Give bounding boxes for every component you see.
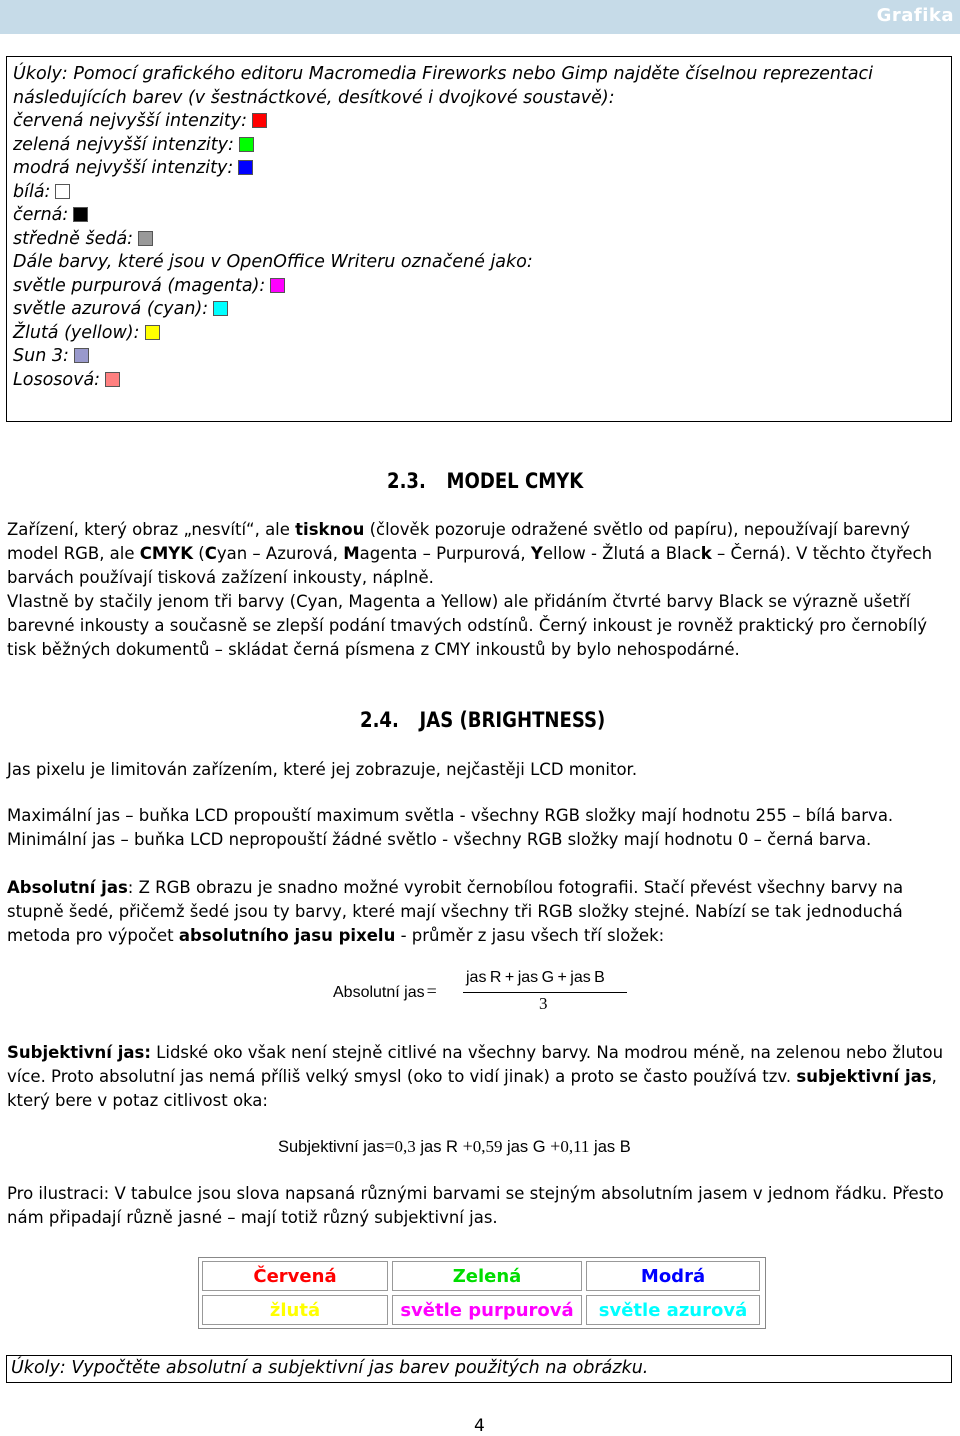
table-cell: Zelená (392, 1261, 582, 1291)
color-item (13, 110, 267, 134)
color-label: zelená nejvyšší intenzity: (13, 134, 234, 155)
task-intro-line: následujících barev (v šestnáctkové, desítkové i dvojkové soustavě): (13, 87, 615, 108)
formula-absolute (333, 981, 437, 1002)
text-run: , který bere v potaz citlivost oka: (7, 1067, 937, 1110)
final-task-box (6, 1355, 952, 1383)
formula-term: jas B (589, 1138, 631, 1156)
final-task-text: Úkoly: Vypočtěte absolutní a subjektivní jas barev použitých na obrázku. (11, 1358, 649, 1378)
color-label: červená nejvyšší intenzity: (13, 111, 248, 131)
jas-paragraph-5 (7, 1182, 955, 1230)
black-swatch (73, 207, 88, 222)
formula-plus: + (462, 1136, 473, 1156)
bold-run: subjektivní jas (796, 1067, 932, 1086)
text-run: ( (193, 544, 205, 563)
color-label: modrá nejvyšší intenzity: (13, 158, 234, 178)
color-label: světle azurová (cyan): (13, 299, 209, 319)
paragraph-text: Jas pixelu je limitován zařízením, které jej zobrazuje, nejčastěji LCD monitor. (7, 760, 638, 779)
formula-coefficient: 0,59 (472, 1137, 503, 1156)
yellow-swatch (145, 325, 160, 340)
text-run: yan – Azurová, (216, 544, 344, 563)
page-number: 4 (474, 1416, 485, 1436)
text-run: Zařízení, který obraz „nesvítí“, ale (7, 520, 296, 539)
formula-coefficient: 0,3 (394, 1137, 416, 1156)
color-item (13, 298, 228, 322)
bold-run: C (204, 544, 217, 563)
cmyk-paragraph-2 (7, 590, 955, 662)
formula-equals: = (426, 981, 437, 1001)
color-label: světle purpurová (magenta): (13, 275, 266, 296)
blue-swatch (238, 160, 253, 175)
bold-run: Absolutní jas (7, 878, 128, 897)
formula-coefficient: 0,11 (560, 1137, 590, 1156)
color-label: Sun 3: (13, 346, 69, 366)
text-run: (člověk pozoruje odražené světlo od papíru), nepoužívají barevný model RGB, ale (7, 520, 911, 563)
color-label: Žlutá (yellow): (13, 322, 140, 343)
paragraph-text: Minimální jas – buňka LCD nepropouští žádné světlo - všechny RGB složky mají hodnotu 0 – černá barva. (7, 830, 872, 849)
formula-term: jas G (502, 1138, 551, 1156)
color-label: Lososová: (13, 369, 101, 390)
color-item (13, 181, 70, 205)
bold-run: CMYK (139, 544, 194, 563)
color-item (13, 228, 153, 252)
color-item (13, 345, 89, 369)
formula-numerator: jas R + jas G + jas B (466, 969, 605, 986)
color-label: černá: (13, 205, 69, 225)
text-run: – Černá). V těchto čtyřech barvách používají tisková zažízení inkousty, náplně. (7, 544, 933, 587)
formula-equals: = (384, 1136, 395, 1156)
section-number: 2.4. (360, 708, 399, 732)
task-box (6, 56, 952, 422)
text-run: Lidské oko však není stejně citlivé na všechny barvy. Na modrou méně, na zelenou nebo žlutou více. Proto absolutní jas nemá příliš velký smysl (oko to vidí jinak) a proto se často používá tzv. (7, 1043, 944, 1086)
section-heading-cmyk (387, 469, 583, 493)
paragraph-text: Vlastně by stačily jenom tři barvy (Cyan, Magenta a Yellow) ale přidáním čtvrté barvy Black se výrazně ušetří barevné inkousty a současně se zlepší podání tmavých odstínů. Černý inkoust je rovněž praktický pro černobílý tisk běžných dokumentů – skládat černá písmena z CMY inkoustů by bylo nehospodárné. (7, 592, 928, 659)
sun3-swatch (74, 348, 89, 363)
oo-intro: Dále barvy, které jsou v OpenOffice Writeru označené jako: (13, 252, 533, 272)
cyan-swatch (213, 301, 228, 316)
jas-paragraph-3 (7, 876, 955, 948)
fraction-line (463, 992, 627, 993)
color-label: středně šedá: (13, 228, 134, 249)
formula-subjective (278, 1136, 631, 1157)
bold-run: k (700, 544, 712, 563)
formula-plus: + (550, 1136, 561, 1156)
section-number: 2.3. (387, 469, 426, 493)
table-cell: Červená (202, 1261, 388, 1291)
bold-run: absolutního jasu pixelu (178, 926, 396, 945)
white-swatch (55, 184, 70, 199)
green-swatch (239, 137, 254, 152)
section-title: JAS (BRIGHTNESS) (419, 708, 606, 732)
task-intro-line: Úkoly: Pomocí grafického editoru Macromedia Fireworks nebo Gimp najděte číselnou reprezentaci (13, 64, 874, 84)
color-item (13, 369, 120, 393)
header-title: Grafika (876, 5, 954, 26)
formula-lhs: Absolutní jas (333, 984, 425, 1001)
header-band (0, 0, 960, 34)
color-item (13, 157, 253, 181)
jas-paragraph-4 (7, 1041, 955, 1113)
formula-lhs: Subjektivní jas (278, 1138, 385, 1156)
jas-paragraph-2 (7, 804, 955, 852)
color-label: bílá: (13, 181, 51, 202)
text-run: : Z RGB obrazu je snadno možné vyrobit černobílou fotografii. Stačí převést všechny barvy na stupně šedé, přičemž šedé jsou ty barvy, které mají všechny tři RGB složky stejné. Nabízí se tak jednoduchá metoda pro výpočet (7, 878, 904, 945)
color-item (13, 134, 254, 158)
formula-denominator: 3 (539, 994, 548, 1013)
red-swatch (252, 113, 267, 128)
color-item (13, 204, 88, 228)
section-title: MODEL CMYK (446, 469, 584, 493)
bold-run: Subjektivní jas: (7, 1043, 151, 1062)
formula-term: jas R (415, 1138, 463, 1156)
table-cell: světle azurová (586, 1295, 760, 1325)
color-item (13, 275, 285, 299)
cmyk-paragraph-1 (7, 518, 955, 590)
text-run: agenta – Purpurová, (359, 544, 531, 563)
salmon-swatch (105, 372, 120, 387)
paragraph-text: Pro ilustraci: V tabulce jsou slova napsaná různými barvami se stejným absolutním jasem v jednom řádku. Přesto nám připadají různě jasné – mají totiž různý subjektivní jas. (7, 1184, 944, 1227)
bold-run: Y (530, 544, 543, 563)
text-run: ellow - Žlutá a Blac (542, 544, 701, 563)
table-cell: Modrá (586, 1261, 760, 1291)
bold-run: tisknou (295, 520, 365, 539)
color-table (198, 1257, 766, 1329)
gray-swatch (138, 231, 153, 246)
section-heading-jas (360, 708, 605, 732)
table-cell: světle purpurová (392, 1295, 582, 1325)
color-item (13, 322, 160, 346)
table-cell: žlutá (202, 1295, 388, 1325)
paragraph-text: Maximální jas – buňka LCD propouští maximum světla - všechny RGB složky mají hodnotu 255 – bílá barva. (7, 806, 894, 825)
magenta-swatch (270, 278, 285, 293)
text-run: - průměr z jasu všech tří složek: (395, 926, 665, 945)
jas-paragraph-1 (7, 758, 955, 782)
bold-run: M (343, 544, 360, 563)
